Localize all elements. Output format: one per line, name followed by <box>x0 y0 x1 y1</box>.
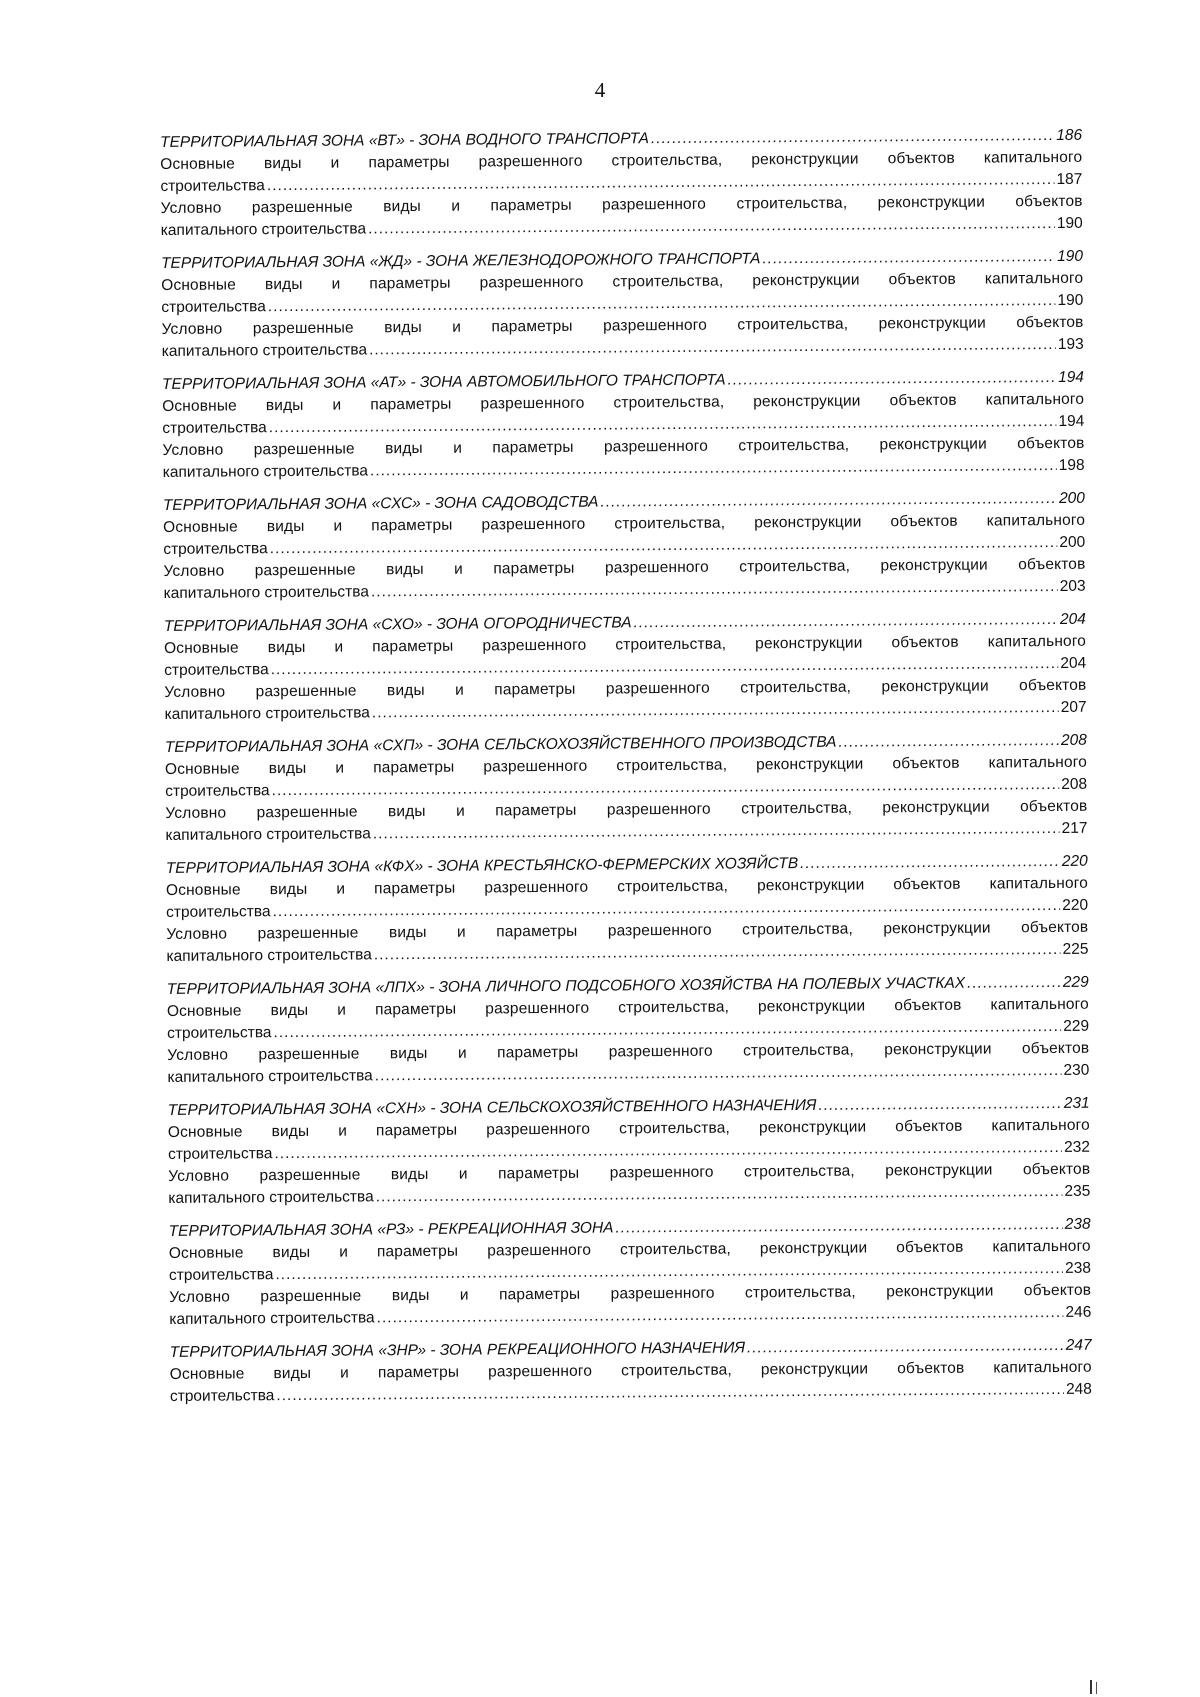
toc-entry-text: Основные виды и параметры разрешенного строительства, реконструкции объектов капитального <box>168 1237 1091 1262</box>
toc-entry-text-cont: строительства <box>160 177 265 195</box>
dot-leader <box>371 576 1058 603</box>
toc-entry-page: 238 <box>1065 1259 1092 1277</box>
toc-entry-text: Условно разрешенные виды и параметры разрешенного строительства, реконструкции объектов <box>162 434 1085 459</box>
toc-heading-text: ТЕРРИТОРИАЛЬНАЯ ЗОНА «СХС» - ЗОНА САДОВОДСТВА <box>162 493 599 514</box>
toc-entry-page: 204 <box>1060 654 1087 672</box>
toc-heading-page: 200 <box>1058 489 1085 507</box>
toc-entry-page: 193 <box>1057 335 1084 353</box>
toc-entry[interactable] <box>160 147 1082 198</box>
toc-heading-page: 208 <box>1060 731 1087 749</box>
toc-heading-text: ТЕРРИТОРИАЛЬНАЯ ЗОНА «ЗНР» - ЗОНА РЕКРЕАЦИОННОГО НАЗНАЧЕНИЯ <box>169 1339 746 1361</box>
toc-heading-text: ТЕРРИТОРИАЛЬНАЯ ЗОНА «КФХ» - ЗОНА КРЕСТЬЯНСКО-ФЕРМЕРСКИХ ХОЗЯЙСТВ <box>165 855 799 877</box>
toc-heading-page: 194 <box>1058 368 1085 386</box>
toc-heading-page: 220 <box>1061 852 1088 870</box>
table-of-contents <box>160 125 1092 1419</box>
toc-entry-text: Условно разрешенные виды и параметры разрешенного строительства, реконструкции объектов <box>169 1281 1092 1306</box>
toc-entry-text: Основные виды и параметры разрешенного строительства, реконструкции объектов капитального <box>166 995 1089 1020</box>
toc-heading-page: 231 <box>1063 1094 1090 1112</box>
dot-leader <box>368 213 1055 240</box>
toc-entry[interactable] <box>166 873 1088 924</box>
toc-section <box>170 1335 1092 1408</box>
toc-entry[interactable] <box>165 752 1087 803</box>
toc-entry[interactable] <box>167 1038 1089 1089</box>
toc-entry-text: Основные виды и параметры разрешенного строительства, реконструкции объектов капитального <box>164 753 1088 778</box>
toc-heading-text: ТЕРРИТОРИАЛЬНАЯ ЗОНА «ЛПХ» - ЗОНА ЛИЧНОГО ПОДСОБНОГО ХОЗЯЙСТВА НА ПОЛЕВЫХ УЧАСТКАХ <box>166 974 966 998</box>
toc-entry-text: Основные виды и параметры разрешенного строительства, реконструкции объектов капитального <box>167 1116 1090 1141</box>
toc-entry-text: Основные виды и параметры разрешенного строительства, реконструкции объектов капитального <box>160 148 1083 173</box>
dot-leader <box>818 1093 1061 1117</box>
toc-section <box>164 609 1087 726</box>
dot-leader <box>747 1335 1064 1359</box>
toc-entry-page: 229 <box>1063 1017 1090 1035</box>
toc-entry-text: Условно разрешенные виды и параметры разрешенного строительства, реконструкции объектов <box>163 555 1086 580</box>
toc-entry-page: 194 <box>1058 412 1085 430</box>
toc-entry[interactable] <box>164 631 1086 682</box>
toc-heading-page: 204 <box>1059 610 1086 628</box>
toc-entry[interactable] <box>169 1280 1091 1331</box>
toc-entry-text-cont: капитального строительства <box>163 583 369 602</box>
toc-entry[interactable] <box>164 675 1086 726</box>
toc-entry-text: Условно разрешенные виды и параметры разрешенного строительства, реконструкции объектов <box>166 918 1089 943</box>
toc-entry[interactable] <box>161 312 1083 363</box>
toc-entry[interactable] <box>162 389 1084 440</box>
toc-entry-text: Основные виды и параметры разрешенного строительства, реконструкции объектов капитального <box>162 390 1085 415</box>
toc-section <box>160 125 1083 242</box>
dot-leader <box>728 367 1057 392</box>
toc-section <box>161 246 1084 363</box>
toc-entry[interactable] <box>170 1357 1092 1408</box>
toc-entry[interactable] <box>161 268 1083 319</box>
dot-leader <box>370 455 1057 482</box>
toc-entry-page: 190 <box>1056 214 1083 232</box>
toc-entry-text: Основные виды и параметры разрешенного строительства, реконструкции объектов капитального <box>169 1358 1092 1383</box>
toc-entry-text: Основные виды и параметры разрешенного строительства, реконструкции объектов капитального <box>163 632 1087 657</box>
toc-entry[interactable] <box>169 1236 1091 1287</box>
dot-leader <box>838 730 1059 754</box>
toc-entry-text-cont: строительства <box>161 298 266 316</box>
toc-entry-text: Основные виды и параметры разрешенного строительства, реконструкции объектов капитального <box>161 269 1084 294</box>
toc-heading-text: ТЕРРИТОРИАЛЬНАЯ ЗОНА «ЖД» - ЗОНА ЖЕЛЕЗНОДОРОЖНОГО ТРАНСПОРТА <box>160 250 761 272</box>
toc-entry-text-cont: капитального строительства <box>162 462 369 481</box>
toc-entry-text-cont: капитального строительства <box>161 341 368 360</box>
toc-heading-text: ТЕРРИТОРИАЛЬНАЯ ЗОНА «АТ» - ЗОНА АВТОМОБИЛЬНОГО ТРАНСПОРТА <box>161 371 726 393</box>
toc-entry-page: 235 <box>1064 1182 1091 1200</box>
scan-mark <box>1090 1680 1092 1694</box>
toc-entry-text: Условно разрешенные виды и параметры разрешенного строительства, реконструкции объектов <box>167 1039 1090 1064</box>
toc-heading-page: 190 <box>1057 247 1084 265</box>
dot-leader <box>967 972 1061 995</box>
toc-entry[interactable] <box>166 917 1088 968</box>
toc-section <box>165 730 1088 847</box>
toc-heading-text: ТЕРРИТОРИАЛЬНАЯ ЗОНА «СХО» - ЗОНА ОГОРОДНИЧЕСТВА <box>163 614 632 635</box>
toc-entry-text-cont: капитального строительства <box>165 825 371 844</box>
dot-leader <box>377 1302 1064 1329</box>
toc-entry-text-cont: капитального строительства <box>167 1067 373 1086</box>
toc-entry-text-cont: капитального строительства <box>164 704 370 723</box>
toc-section <box>167 972 1090 1089</box>
toc-entry-page: 232 <box>1064 1138 1091 1156</box>
toc-section <box>166 851 1089 968</box>
toc-entry[interactable] <box>165 796 1087 847</box>
dot-leader <box>375 1060 1062 1087</box>
toc-entry-text-cont: строительства <box>169 1387 275 1405</box>
toc-entry-page: 230 <box>1063 1061 1090 1079</box>
toc-heading-text: ТЕРРИТОРИАЛЬНАЯ ЗОНА «РЗ» - РЕКРЕАЦИОННАЯ ЗОНА <box>168 1219 614 1240</box>
toc-entry-text: Условно разрешенные виды и параметры разрешенного строительства, реконструкции объектов <box>168 1160 1091 1185</box>
dot-leader <box>369 334 1056 361</box>
toc-entry-page: 248 <box>1065 1380 1092 1398</box>
toc-heading-page: 238 <box>1064 1215 1091 1233</box>
toc-entry[interactable] <box>168 1115 1090 1166</box>
toc-entry-text-cont: строительства <box>167 1024 272 1042</box>
toc-entry-text: Основные виды и параметры разрешенного строительства, реконструкции объектов капитального <box>163 511 1086 536</box>
toc-entry-page: 246 <box>1065 1303 1092 1321</box>
dot-leader <box>762 246 1055 270</box>
toc-entry[interactable] <box>163 554 1085 605</box>
page-number: 4 <box>594 78 606 102</box>
toc-entry-text: Условно разрешенные виды и параметры разрешенного строительства, реконструкции объектов <box>160 192 1083 217</box>
dot-leader <box>373 818 1060 845</box>
toc-entry-text-cont: строительства <box>164 661 269 679</box>
toc-heading-text: ТЕРРИТОРИАЛЬНАЯ ЗОНА «СХП» - ЗОНА СЕЛЬСКОХОЗЯЙСТВЕННОГО ПРОИЗВОДСТВА <box>164 733 837 756</box>
toc-entry-text-cont: строительства <box>162 419 267 437</box>
toc-heading-page: 186 <box>1056 126 1083 144</box>
toc-entry-page: 187 <box>1056 170 1083 188</box>
dot-leader <box>800 851 1060 875</box>
toc-entry-text-cont: строительства <box>165 782 270 800</box>
toc-entry[interactable] <box>162 433 1084 484</box>
toc-entry-page: 190 <box>1057 291 1084 309</box>
toc-entry-page: 220 <box>1062 896 1089 914</box>
toc-entry-text-cont: капитального строительства <box>169 1309 375 1328</box>
toc-heading-page: 229 <box>1062 973 1089 991</box>
toc-entry-text-cont: строительства <box>168 1266 274 1284</box>
toc-entry-text-cont: строительства <box>167 1145 273 1163</box>
toc-section <box>162 367 1085 484</box>
dot-leader <box>376 1181 1063 1208</box>
toc-section <box>169 1214 1092 1331</box>
toc-entry[interactable] <box>167 994 1089 1045</box>
dot-leader <box>372 697 1059 724</box>
toc-entry-text-cont: строительства <box>163 540 268 558</box>
toc-entry-text-cont: капитального строительства <box>166 946 372 965</box>
toc-entry-page: 198 <box>1058 456 1085 474</box>
toc-entry-page: 207 <box>1060 698 1087 716</box>
toc-entry-page: 200 <box>1059 533 1086 551</box>
scan-mark <box>1096 1682 1097 1694</box>
toc-entry[interactable] <box>163 510 1085 561</box>
toc-heading-text: ТЕРРИТОРИАЛЬНАЯ ЗОНА «ВТ» - ЗОНА ВОДНОГО ТРАНСПОРТА <box>160 130 650 151</box>
toc-entry-text: Условно разрешенные виды и параметры разрешенного строительства, реконструкции объектов <box>161 313 1084 338</box>
toc-entry-page: 217 <box>1061 819 1088 837</box>
toc-entry-text: Условно разрешенные виды и параметры разрешенного строительства, реконструкции объектов <box>164 676 1087 701</box>
toc-entry-text: Основные виды и параметры разрешенного строительства, реконструкции объектов капитального <box>165 874 1088 899</box>
toc-section <box>163 488 1086 605</box>
toc-entry-page: 225 <box>1062 940 1089 958</box>
toc-entry-page: 208 <box>1061 775 1088 793</box>
toc-entry-text-cont: строительства <box>166 903 271 921</box>
toc-heading-page: 247 <box>1065 1336 1092 1354</box>
toc-entry-page: 203 <box>1059 577 1086 595</box>
toc-entry-text-cont: капитального строительства <box>168 1188 374 1207</box>
dot-leader <box>651 125 1054 150</box>
toc-heading-text: ТЕРРИТОРИАЛЬНАЯ ЗОНА «СХН» - ЗОНА СЕЛЬСКОХОЗЯЙСТВЕННОГО НАЗНАЧЕНИЯ <box>167 1096 817 1119</box>
toc-entry[interactable] <box>168 1159 1090 1210</box>
toc-section <box>168 1093 1091 1210</box>
toc-entry-text-cont: капитального строительства <box>160 220 367 239</box>
dot-leader <box>374 939 1061 966</box>
toc-entry[interactable] <box>161 191 1083 242</box>
toc-entry-text: Условно разрешенные виды и параметры разрешенного строительства, реконструкции объектов <box>165 797 1088 822</box>
